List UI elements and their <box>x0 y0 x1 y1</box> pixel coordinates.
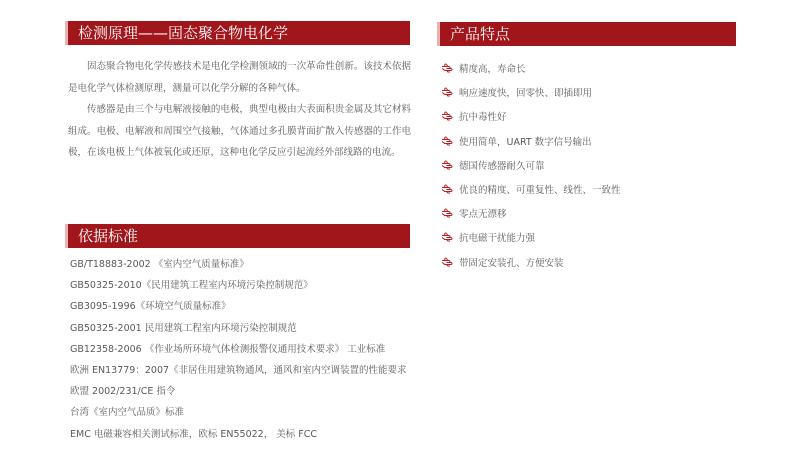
pointing-hand-icon <box>441 136 455 146</box>
standard-item: 欧洲 EN13779：2007《非居住用建筑物通风，通风和室内空调装置的性能要求 <box>70 365 407 377</box>
feature-item <box>441 104 741 128</box>
features-header <box>437 22 736 46</box>
standard-item: 欧盟 2002/231/CE 指令 <box>70 386 176 398</box>
feature-item <box>441 56 741 80</box>
feature-label: 带固定安装孔、方便安装 <box>459 257 564 269</box>
feature-label: 精度高，寿命长 <box>459 64 526 76</box>
pointing-hand-icon <box>441 184 455 194</box>
feature-label: 优良的精度、可重复性、线性、一致性 <box>459 185 621 197</box>
feature-label: 响应速度快，回零快、即插即用 <box>459 88 593 100</box>
feature-item <box>441 80 741 104</box>
pointing-hand-icon <box>441 257 455 267</box>
principle-header <box>65 21 410 45</box>
features-title: 产品特点 <box>450 25 511 43</box>
standard-item: 台湾《室内空气品质》标准 <box>70 407 185 419</box>
standard-item: GB50325-2001 民用建筑工程室内环境污染控制规范 <box>70 322 297 334</box>
pointing-hand-icon <box>441 87 455 97</box>
feature-label: 德国传感器耐久可靠 <box>459 160 545 172</box>
standards-list <box>70 254 450 445</box>
standard-item: GB50325-2010《民用建筑工程室内环境污染控制规范》 <box>70 280 313 292</box>
feature-item <box>441 225 741 249</box>
feature-item <box>441 177 741 201</box>
standard-item: EMC 电磁兼容相关测试标准，欧标 EN55022， 美标 FCC <box>70 428 317 440</box>
pointing-hand-icon <box>441 111 455 121</box>
principle-paragraph: 传感器是由三个与电解液接触的电极，典型电极由大表面积贵金属及其它材料组成。电极、电解液和周围空气接触，气体通过多孔膜背面扩散入传感器的工作电极，在该电极上气体被氧化或还原，这种电化学反应引起流经外部线路的电流。 <box>68 104 411 158</box>
feature-label: 零点无漂移 <box>459 209 507 221</box>
principle-paragraph: 固态聚合物电化学传感技术是电化学检测领域的一次革命性创新。该技术依据是电化学气体检测原理，测量可以化学分解的各种气体。 <box>68 61 411 94</box>
standards-header <box>65 224 410 248</box>
pointing-hand-icon <box>441 160 455 170</box>
feature-item <box>441 129 741 153</box>
principle-body <box>68 56 411 164</box>
features-list <box>441 56 741 274</box>
pointing-hand-icon <box>441 63 455 73</box>
feature-label: 抗中毒性好 <box>459 112 507 124</box>
feature-label: 抗电磁干扰能力强 <box>459 233 536 245</box>
pointing-hand-icon <box>441 232 455 242</box>
standard-item: GB3095-1996《环境空气质量标准》 <box>70 301 231 313</box>
pointing-hand-icon <box>441 208 455 218</box>
feature-label: 使用简单，UART 数字信号输出 <box>459 136 592 148</box>
standard-item: GB12358-2006 《作业场所环境气体检测报警仪通用技术要求》 工业标准 <box>70 343 386 355</box>
feature-item <box>441 201 741 225</box>
feature-item <box>441 250 741 274</box>
principle-title: 检测原理——固态聚合物电化学 <box>78 24 289 42</box>
standards-title: 依据标准 <box>78 227 139 245</box>
feature-item <box>441 153 741 177</box>
standard-item: GB/T18883-2002 《室内空气质量标准》 <box>70 259 249 270</box>
